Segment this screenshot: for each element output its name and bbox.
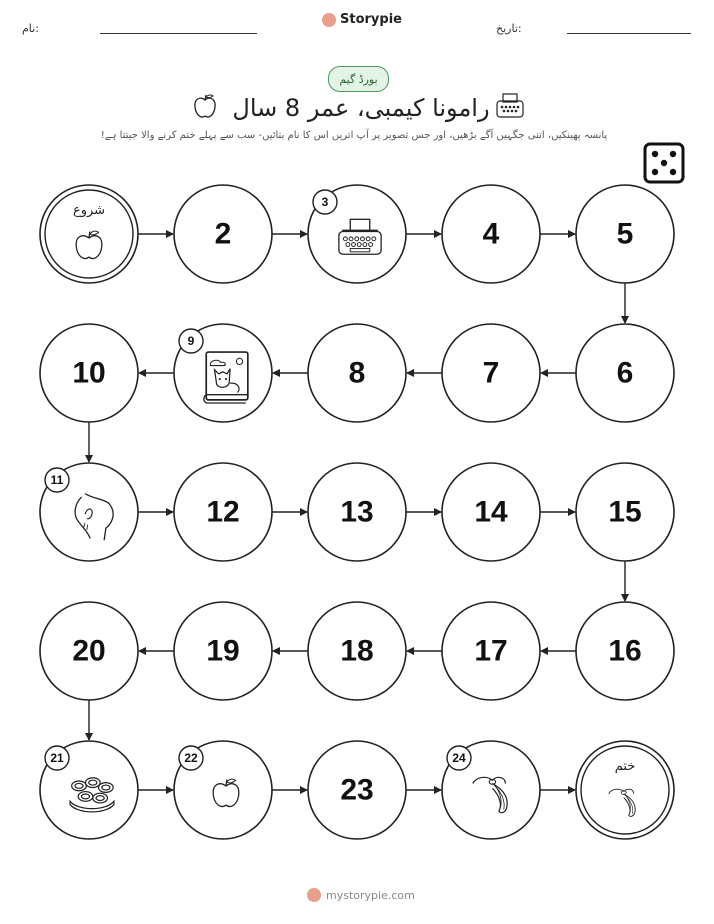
instructions: پانسہ پھینکیں، اتنی جگہیں آگے بڑھیں، اور جس تصویر پر آپ اتریں اس کا نام بتائیں- سب سے پہلے ختم کرنے والا جیتتا ہے! — [100, 130, 608, 141]
square-number: 9 — [187, 334, 195, 348]
square-number: 18 — [340, 634, 374, 668]
square-number: 7 — [482, 356, 500, 390]
board-square-17[interactable] — [442, 602, 540, 700]
square-number: 2 — [214, 217, 232, 251]
footer-url[interactable]: mystorypie.com — [326, 888, 415, 902]
finish-label: ختم — [614, 759, 636, 774]
square-number: 12 — [206, 495, 240, 529]
square-number: 19 — [206, 634, 240, 668]
board-square-12[interactable] — [174, 463, 272, 561]
name-label: نام: — [22, 22, 39, 35]
date-label: تاریخ: — [496, 22, 522, 35]
board-square-22[interactable] — [174, 741, 272, 839]
board-square-18[interactable] — [308, 602, 406, 700]
board-square-2[interactable] — [174, 185, 272, 283]
board-square-19[interactable] — [174, 602, 272, 700]
square-number: 4 — [482, 217, 500, 251]
board-square-3[interactable] — [308, 185, 406, 283]
square-number: 22 — [184, 751, 198, 765]
square-number: 20 — [72, 634, 106, 668]
board-square-11[interactable] — [40, 463, 138, 561]
board-square-14[interactable] — [442, 463, 540, 561]
board-square-8[interactable] — [308, 324, 406, 422]
board-square-23[interactable] — [308, 741, 406, 839]
square-number: 16 — [608, 634, 642, 668]
board-square-7[interactable] — [442, 324, 540, 422]
board-square-4[interactable] — [442, 185, 540, 283]
footer — [307, 888, 415, 902]
board-square-9[interactable] — [174, 324, 272, 422]
board-square-13[interactable] — [308, 463, 406, 561]
board-square-6[interactable] — [576, 324, 674, 422]
storypie-mascot-icon — [307, 888, 321, 902]
square-number: 10 — [72, 356, 106, 390]
board-square-5[interactable] — [576, 185, 674, 283]
page-title: رامونا کیمبی، عمر 8 سال — [232, 94, 490, 122]
square-number: 3 — [321, 195, 329, 209]
board-square-21[interactable] — [40, 741, 138, 839]
brand-name: Storypie — [340, 12, 402, 27]
square-number: 5 — [616, 217, 634, 251]
board-square-15[interactable] — [576, 463, 674, 561]
start-square[interactable] — [40, 185, 138, 283]
square-number: 6 — [616, 356, 634, 390]
square-number: 21 — [50, 751, 64, 765]
square-number: 15 — [608, 495, 642, 529]
square-number: 13 — [340, 495, 374, 529]
board-square-20[interactable] — [40, 602, 138, 700]
board-square-16[interactable] — [576, 602, 674, 700]
board-game-badge: بورڈ گیم — [328, 66, 389, 92]
square-number: 24 — [452, 751, 466, 765]
square-number: 8 — [348, 356, 366, 390]
start-label: شروع — [72, 203, 106, 218]
square-number: 17 — [474, 634, 508, 668]
finish-square[interactable] — [576, 741, 674, 839]
board-square-10[interactable] — [40, 324, 138, 422]
square-number: 11 — [50, 473, 64, 487]
board-square-24[interactable] — [442, 741, 540, 839]
square-number: 14 — [474, 495, 508, 529]
square-number: 23 — [340, 773, 374, 807]
